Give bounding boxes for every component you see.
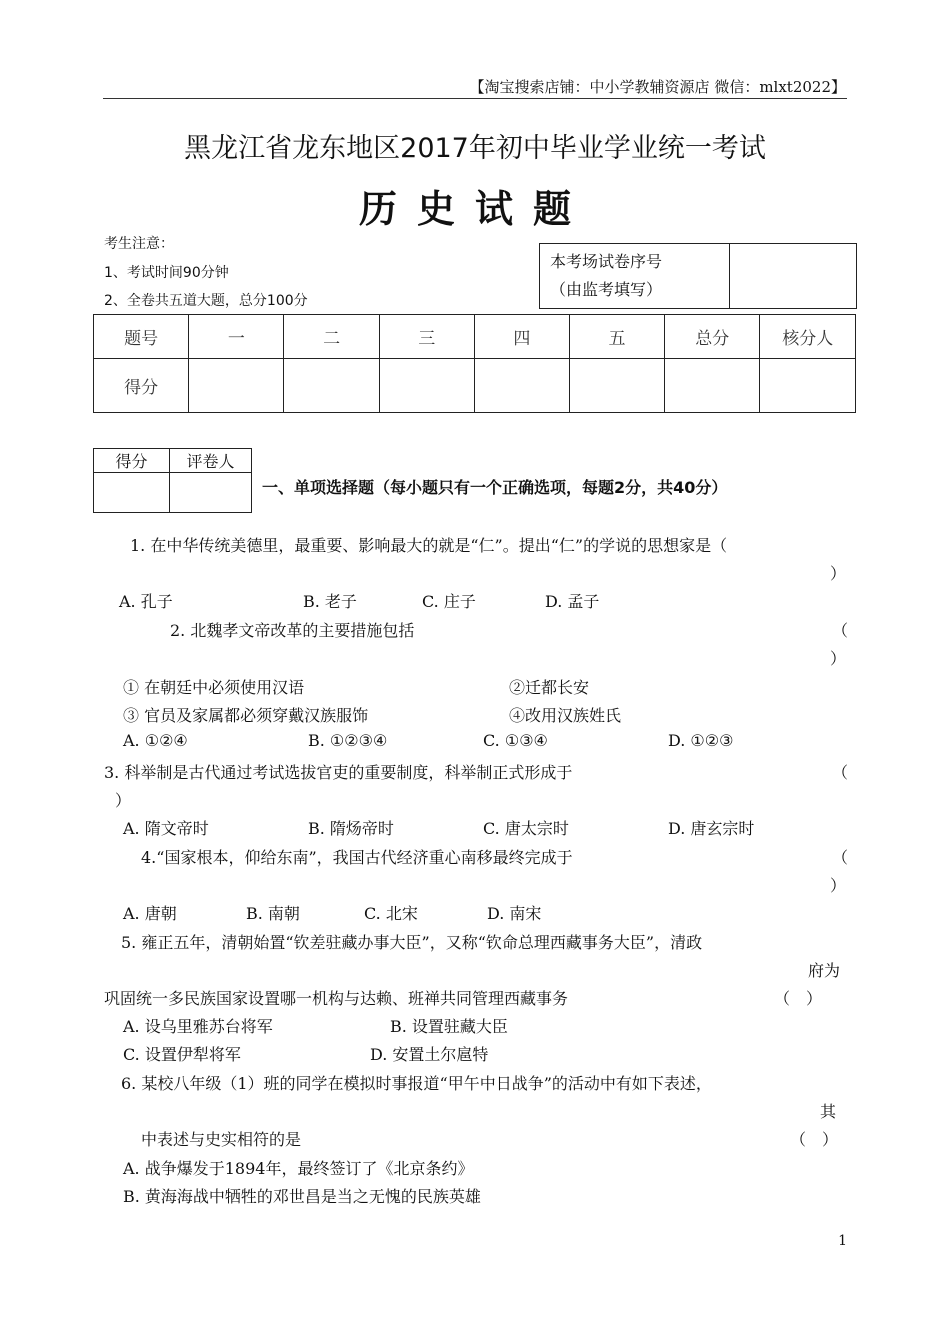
answer-paren: ）: [115, 791, 132, 810]
stem-wrap: 其: [820, 1102, 837, 1121]
score-cell[interactable]: [189, 359, 284, 413]
section-heading: 一、单项选择题（每小题只有一个正确选项，每题2分，共40分）: [262, 478, 728, 497]
note-item: 2、全卷共五道大题，总分100分: [104, 293, 308, 309]
serial-label: [540, 244, 730, 309]
score-cell[interactable]: [569, 359, 664, 413]
stem-wrap: 府为: [808, 961, 841, 980]
option: A. 设乌里雅苏台将军: [123, 1017, 273, 1036]
question-stem: 1. 在中华传统美德里，最重要、影响最大的就是“仁”。提出“仁”的学说的思想家是（: [130, 536, 728, 555]
question-stem: 4.“国家根本，仰给东南”，我国古代经济重心南移最终完成于: [141, 848, 573, 867]
page-number: 1: [838, 1233, 847, 1249]
option: B. 设置驻藏大臣: [390, 1017, 508, 1036]
subject-title: 历史试题: [358, 187, 591, 231]
answer-paren: （ ）: [774, 989, 823, 1008]
answer-paren: ）: [830, 564, 847, 583]
question-stem: 5. 雍正五年，清朝始置“钦差驻藏办事大臣”，又称“钦命总理西藏事务大臣”，清政: [121, 933, 703, 952]
grader-score-cell[interactable]: [94, 473, 170, 513]
grader-name-label: 评卷人: [170, 449, 252, 473]
statement-item: ④改用汉族姓氏: [509, 706, 622, 725]
answer-paren: （: [832, 621, 849, 640]
option: C. 设置伊犁将军: [123, 1045, 241, 1064]
serial-label-line1: 本考场试卷序号: [550, 252, 663, 271]
grader-name-cell[interactable]: [170, 473, 252, 513]
score-header-cell: 二: [284, 315, 379, 359]
statement-item: ① 在朝廷中必须使用汉语: [123, 678, 305, 697]
exam-title: 黑龙江省龙东地区2017年初中毕业学业统一考试: [184, 133, 766, 164]
option: A. 唐朝: [123, 904, 177, 923]
option: B. 隋炀帝时: [308, 819, 394, 838]
note-item: 1、考试时间90分钟: [104, 265, 229, 281]
answer-paren: （: [832, 848, 849, 867]
score-cell[interactable]: [760, 359, 856, 413]
option: D. ①②③: [668, 731, 734, 750]
header-rule: [103, 98, 847, 99]
option: B. 黄海海战中牺牲的邓世昌是当之无愧的民族英雄: [123, 1187, 481, 1206]
score-header-cell: 总分: [665, 315, 760, 359]
score-cell[interactable]: [379, 359, 474, 413]
answer-paren: （: [832, 763, 849, 782]
serial-label-line2: （由监考填写）: [550, 280, 663, 299]
option: A. 战争爆发于1894年，最终签订了《北京条约》: [123, 1159, 474, 1178]
grader-score-label: 得分: [94, 449, 170, 473]
source-note: 【淘宝搜索店铺：中小学教辅资源店 微信：mlxt2022】: [469, 78, 846, 96]
question-stem-line: 巩固统一多民族国家设置哪一机构与达赖、班禅共同管理西藏事务: [104, 989, 569, 1008]
statement-item: ②迁都长安: [509, 678, 590, 697]
score-header-cell: 一: [189, 315, 284, 359]
option: D. 南宋: [487, 904, 542, 923]
option: C. 唐太宗时: [483, 819, 569, 838]
score-header-cell: 题号: [94, 315, 189, 359]
score-cell[interactable]: [474, 359, 569, 413]
option: A. 隋文帝时: [123, 819, 209, 838]
score-cell[interactable]: [665, 359, 760, 413]
option: C. 北宋: [364, 904, 418, 923]
question-stem: 2. 北魏孝文帝改革的主要措施包括: [170, 621, 415, 640]
option: C. 庄子: [422, 592, 476, 611]
answer-paren: （ ）: [790, 1130, 839, 1149]
grader-box: [93, 448, 252, 513]
notes-heading: 考生注意：: [104, 236, 174, 252]
option: B. ①②③④: [308, 731, 388, 750]
question-stem-line: 中表述与史实相符的是: [141, 1130, 302, 1149]
option: A. ①②④: [123, 731, 188, 750]
serial-input-cell[interactable]: [730, 244, 857, 309]
option: B. 老子: [303, 592, 357, 611]
option: D. 孟子: [545, 592, 600, 611]
score-header-cell: 核分人: [760, 315, 856, 359]
serial-number-box: [539, 243, 857, 309]
score-header-cell: 三: [379, 315, 474, 359]
score-table: [93, 314, 856, 413]
score-header-cell: 五: [569, 315, 664, 359]
option: D. 安置土尔扈特: [370, 1045, 489, 1064]
question-stem: 6. 某校八年级（1）班的同学在模拟时事报道“甲午中日战争”的活动中有如下表述，: [121, 1074, 712, 1093]
statement-item: ③ 官员及家属都必须穿戴汉族服饰: [123, 706, 369, 725]
option: D. 唐玄宗时: [668, 819, 755, 838]
score-cell[interactable]: [284, 359, 379, 413]
question-stem: 3. 科举制是古代通过考试选拔官吏的重要制度，科举制正式形成于: [104, 763, 573, 782]
score-row-label: 得分: [94, 359, 189, 413]
score-header-cell: 四: [474, 315, 569, 359]
option: A. 孔子: [119, 592, 173, 611]
option: C. ①③④: [483, 731, 548, 750]
option: B. 南朝: [246, 904, 300, 923]
answer-paren: ）: [830, 876, 847, 895]
answer-paren: ）: [830, 649, 847, 668]
